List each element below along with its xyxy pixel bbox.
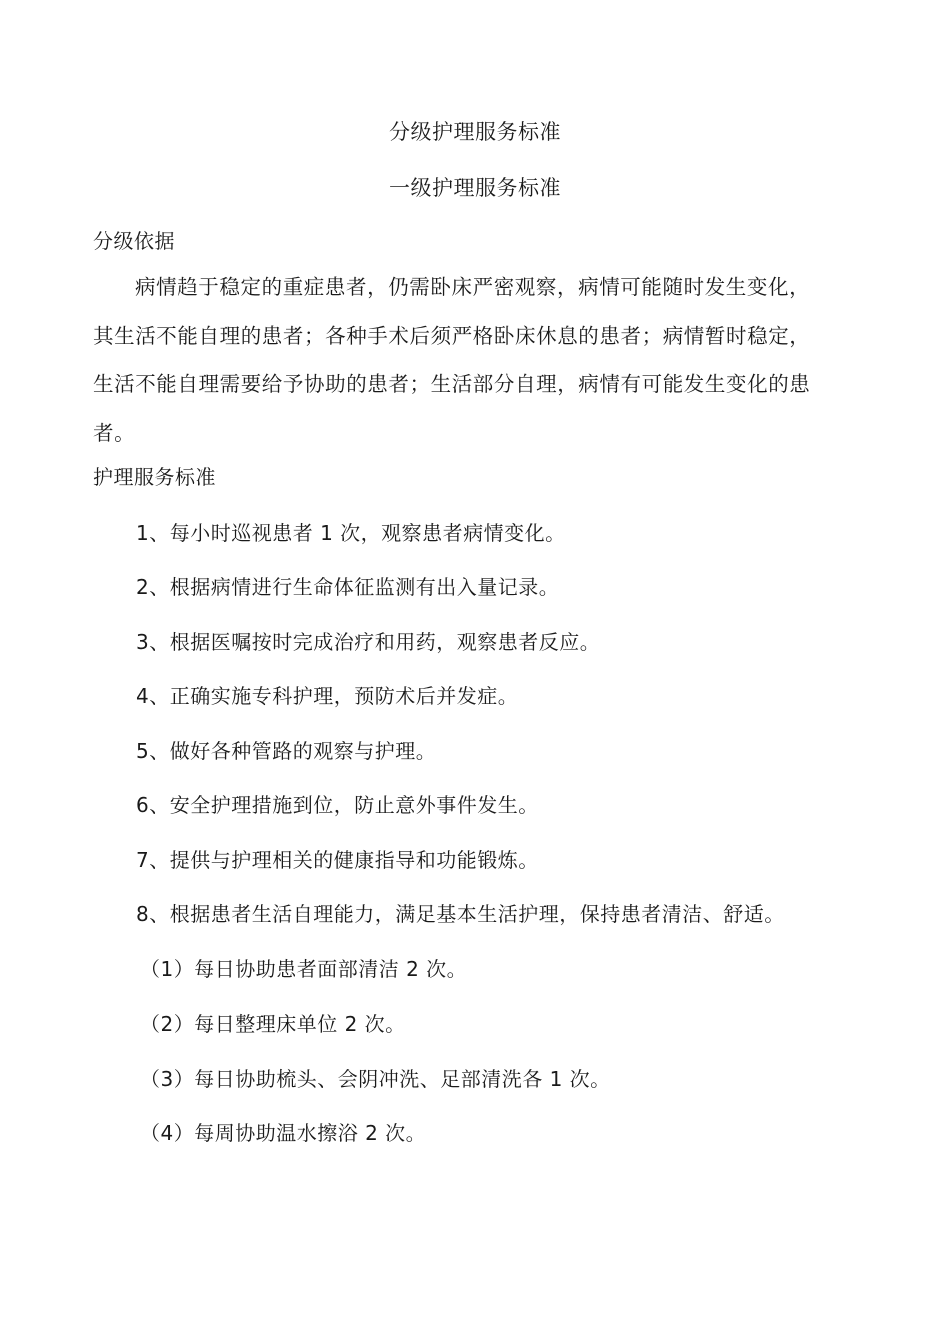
list-item: 2、根据病情进行生命体征监测有出入量记录。 — [136, 575, 560, 599]
document-subtitle: 一级护理服务标准 — [389, 176, 561, 200]
sub-list-item: （3）每日协助梳头、会阴冲洗、足部清洗各 1 次。 — [140, 1067, 611, 1091]
paragraph-line: 病情趋于稳定的重症患者，仍需卧床严密观察，病情可能随时发生变化， — [135, 275, 811, 299]
paragraph-line: 其生活不能自理的患者；各种手术后须严格卧床休息的患者；病情暂时稳定， — [93, 323, 811, 348]
sub-list-item: （4）每周协助温水擦浴 2 次。 — [140, 1121, 427, 1145]
grading-basis-paragraph — [93, 263, 863, 457]
list-item: 4、正确实施专科护理，预防术后并发症。 — [136, 684, 519, 708]
document-title: 分级护理服务标准 — [389, 120, 561, 144]
paragraph-line: 生活不能自理需要给予协助的患者；生活部分自理，病情有可能发生变化的患 — [93, 372, 811, 396]
list-item: 6、安全护理措施到位，防止意外事件发生。 — [136, 793, 539, 817]
sub-list-item: （1）每日协助患者面部清洁 2 次。 — [140, 957, 468, 981]
list-item: 8、根据患者生活自理能力，满足基本生活护理，保持患者清洁、舒适。 — [136, 902, 785, 926]
list-item: 7、提供与护理相关的健康指导和功能锻炼。 — [136, 848, 539, 872]
list-item: 1、每小时巡视患者 1 次，观察患者病情变化。 — [136, 521, 566, 545]
list-item: 3、根据医嘱按时完成治疗和用药，观察患者反应。 — [136, 630, 601, 654]
paragraph-line: 者。 — [93, 420, 136, 445]
sub-list-item: （2）每日整理床单位 2 次。 — [140, 1012, 406, 1036]
section-heading-grading-basis: 分级依据 — [93, 229, 175, 253]
section-heading-service-standard: 护理服务标准 — [93, 465, 216, 489]
list-item: 5、做好各种管路的观察与护理。 — [136, 739, 437, 763]
